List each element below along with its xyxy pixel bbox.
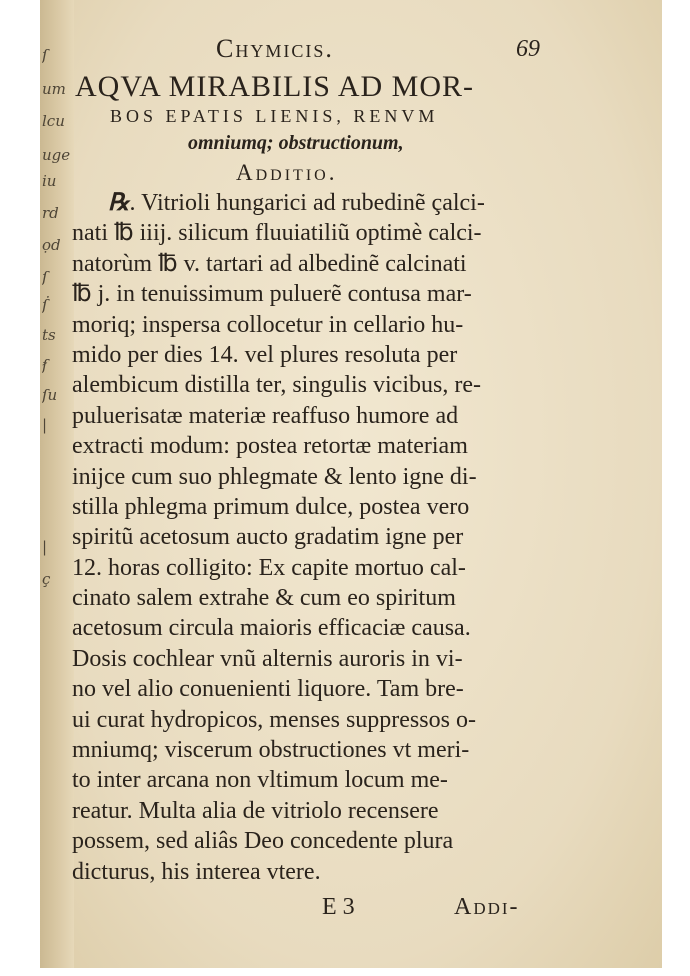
- book-page: [40, 0, 662, 968]
- heading-line-1: AQVA MIRABILIS AD MOR-: [75, 70, 474, 103]
- body-line: cinato salem extrahe & cum eo spiritum: [72, 585, 456, 612]
- body-line: to inter arcana non vltimum locum me-: [72, 767, 448, 794]
- catchword: Addi-: [454, 894, 520, 920]
- page-number: 69: [516, 36, 540, 62]
- body-line: moriq; inspersa collocetur in cellario hu-: [72, 311, 464, 338]
- body-line: nati ℔ iiij. silicum fluuiatiliũ optimè calci-: [72, 220, 482, 247]
- body-line: mido per dies 14. vel plures resoluta per: [72, 341, 458, 368]
- body-line: reatur. Multa alia de vitriolo recensere: [72, 797, 439, 824]
- body-line: stilla phlegma primum dulce, postea vero: [72, 493, 470, 520]
- heading-line-3: omniumq; obstructionum,: [188, 132, 404, 154]
- body-line: alembicum distilla ter, singulis vicibus, re-: [72, 372, 481, 399]
- body-line: dicturus, his interea vtere.: [72, 858, 321, 885]
- running-head: Chymicis.: [216, 34, 334, 63]
- body-line: inijce cum suo phlegmate & lento igne di-: [72, 463, 477, 490]
- body-line: ℞. Vitrioli hungarici ad rubedinẽ çalci-: [108, 190, 485, 216]
- signature-mark: E 3: [322, 894, 355, 920]
- body-line: 12. horas colligito: Ex capite mortuo cal-: [72, 554, 466, 581]
- heading-line-2: BOS EPATIS LIENIS, RENVM: [110, 106, 439, 126]
- body-line: ℔ j. in tenuissimum puluerẽ contusa mar-: [72, 281, 472, 308]
- body-line: possem, sed aliâs Deo concedente plura: [72, 828, 454, 855]
- body-line: Dosis cochlear vnũ alternis auroris in vi-: [72, 645, 463, 672]
- body-line: natorùm ℔ v. tartari ad albedinẽ calcinati: [72, 250, 467, 277]
- body-line: puluerisatæ materiæ reaffuso humore ad: [72, 402, 459, 429]
- body-line: mniumq; viscerum obstructiones vt meri-: [72, 737, 470, 764]
- heading-additio: Additio.: [236, 160, 338, 185]
- body-line: extracti modum: postea retortæ materiam: [72, 433, 468, 460]
- gutter-bleed-through: ſ um lcu uge iu rd ọd ſ ẛ ts ẜ ſu | | ç: [40, 0, 74, 968]
- body-line: ui curat hydropicos, menses suppressos o-: [72, 706, 476, 733]
- body-line: spiritũ acetosum aucto gradatim igne per: [72, 524, 464, 551]
- body-line: acetosum circula maioris efficaciæ causa.: [72, 615, 471, 642]
- body-text: [72, 188, 632, 887]
- recipe-symbol: ℞: [108, 190, 130, 216]
- body-line: no vel alio conuenienti liquore. Tam bre-: [72, 676, 464, 703]
